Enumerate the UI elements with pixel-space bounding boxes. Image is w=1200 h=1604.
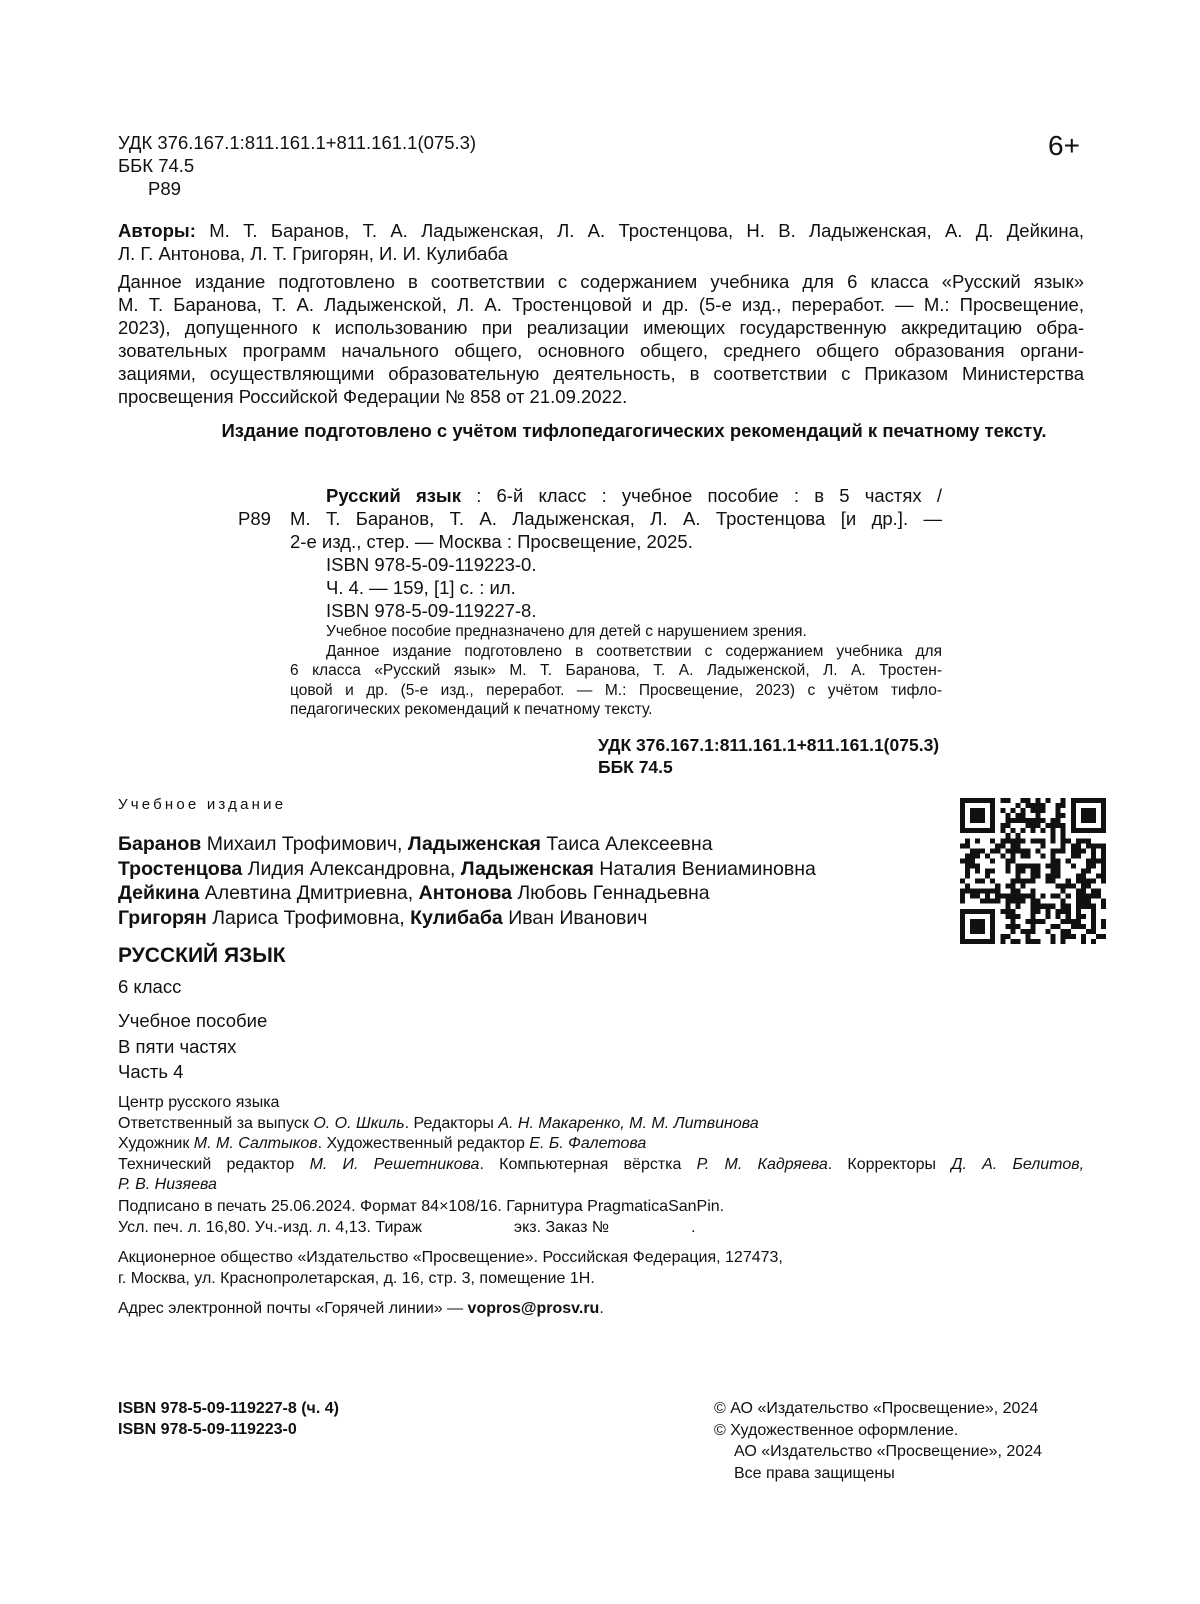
catalog-isbn2: ISBN 978-5-09-119227-8. xyxy=(326,600,537,621)
catalog-line3: 2-е изд., стер. — Москва : Просвещение, 2025. xyxy=(290,531,693,552)
catalog-line2: М. Т. Баранов, Т. А. Ладыженская, Л. А. Тростенцова [и др.]. — xyxy=(290,508,942,529)
book-kind xyxy=(118,1008,267,1085)
staff-person: Р. В. Низяева xyxy=(118,1176,217,1193)
staff-role: . Корректоры xyxy=(827,1155,952,1173)
catalog-desc-line: Учебное пособие предназначено для детей с нарушением зрения. xyxy=(326,623,807,640)
staff-person: Е. Б. Фалетова xyxy=(529,1135,647,1152)
print-order: экз. Заказ № xyxy=(513,1218,610,1236)
code-top: Р89 xyxy=(148,178,181,199)
catalog-card xyxy=(290,484,942,622)
staff-line xyxy=(118,1114,1084,1135)
publisher-line2: г. Москва, ул. Краснопролетарская, д. 16, стр. 3, помещение 1Н. xyxy=(118,1269,595,1287)
isbn-set: ISBN 978-5-09-119223-0 xyxy=(118,1420,297,1438)
staff-role: Ответственный за выпуск xyxy=(118,1114,314,1132)
person-surname: Баранов xyxy=(118,833,202,855)
person-surname: Антонова xyxy=(418,882,512,904)
intro-line: 2023), допущенного к использованию при реализации имеющих государственную аккредитацию обра- xyxy=(118,317,1084,338)
person-name: Любовь Геннадьевна xyxy=(511,882,710,904)
catalog-line1: : 6-й класс : учебное пособие : в 5 частях / xyxy=(461,485,942,506)
staff-person: Д. А. Белитов, xyxy=(951,1155,1085,1173)
edition-type: Учебное издание xyxy=(118,796,287,813)
person-surname: Кулибаба xyxy=(410,906,503,929)
intro-line: просвещения Российской Федерации № 858 от 21.09.2022. xyxy=(118,386,628,407)
catalog-classification xyxy=(598,735,939,778)
catalog-isbn1: ISBN 978-5-09-119223-0. xyxy=(326,554,537,575)
people-row xyxy=(118,832,816,857)
tiflo-notice: Издание подготовлено с учётом тифлопедагогических рекомендаций к печатному тексту. xyxy=(221,420,1047,441)
person-name: Лидия Александровна, xyxy=(242,857,461,880)
catalog-title: Русский язык xyxy=(326,485,461,506)
person-name: Алевтина Дмитриевна, xyxy=(199,882,419,904)
person-surname: Ладыженская xyxy=(460,857,594,880)
email-link[interactable]: vopros@prosv.ru xyxy=(467,1300,600,1317)
top-udk-block xyxy=(118,131,476,200)
person-name: Иван Иванович xyxy=(502,906,648,929)
staff-person: О. О. Шкиль xyxy=(313,1114,405,1132)
catalog-desc-line: педагогических рекомендаций к печатному тексту. xyxy=(290,701,653,718)
intro-line: М. Т. Баранова, Т. А. Ладыженской, Л. А. Тростенцовой и др. (5-е изд., переработ. — М.: Просвещение, xyxy=(118,294,1084,315)
people-row xyxy=(118,857,816,882)
hotline-email xyxy=(118,1299,604,1320)
email-label: Адрес электронной почты «Горячей линии» — xyxy=(118,1300,468,1317)
catalog-bbk: ББК 74.5 xyxy=(598,756,673,777)
catalog-part: Ч. 4. — 159, [1] с. : ил. xyxy=(326,577,516,598)
bbk-top: ББК 74.5 xyxy=(118,155,195,176)
catalog-desc-line: цовой и др. (5-е изд., переработ. — М.: Просвещение, 2023) с учётом тифло- xyxy=(290,681,942,699)
people-row xyxy=(118,881,816,906)
print-circulation: Усл. печ. л. 16,80. Уч.-изд. л. 4,13. Тираж xyxy=(118,1218,422,1236)
book-title: РУССКИЙ ЯЗЫК xyxy=(118,944,286,967)
staff-line xyxy=(118,1155,1084,1176)
publisher-line1: Акционерное общество «Издательство «Просвещение». Российская Федерация, 127473, xyxy=(118,1249,783,1266)
udk-top: УДК 376.167.1:811.161.1+811.161.1(075.3) xyxy=(118,132,477,153)
staff-person: М. М. Салтыков xyxy=(193,1135,318,1152)
person-surname: Григорян xyxy=(118,906,207,929)
intro-line: зовательных программ начального общего, основного общего, среднего общего образования органи- xyxy=(118,340,1084,361)
people-list xyxy=(118,832,816,930)
copyright-block xyxy=(714,1398,1042,1484)
email-dot: . xyxy=(599,1300,604,1317)
book-part: Часть 4 xyxy=(118,1061,184,1082)
person-surname: Ладыженская xyxy=(407,833,541,855)
copyright-line2: © Художественное оформление. xyxy=(714,1421,959,1439)
authors-block xyxy=(118,219,1084,265)
copyright-line4: Все права защищены xyxy=(734,1464,895,1482)
catalog-description xyxy=(290,622,942,720)
book-grade: 6 класс xyxy=(118,976,182,997)
staff-block xyxy=(118,1093,1084,1196)
authors-label: Авторы: xyxy=(118,220,196,241)
print-line1: Подписано в печать 25.06.2024. Формат 84×108/16. Гарнитура PragmaticaSanPin. xyxy=(118,1198,725,1215)
publisher-block xyxy=(118,1248,783,1289)
staff-person: М. И. Решетникова xyxy=(309,1155,480,1173)
people-row xyxy=(118,906,816,931)
staff-role: Технический редактор xyxy=(118,1155,310,1173)
isbn-bottom xyxy=(118,1399,339,1440)
staff-person: Р. М. Кадряева xyxy=(696,1155,828,1173)
intro-line: зациями, осуществляющими образовательную деятельность, в соответствии с Приказом Министерства xyxy=(118,363,1084,384)
staff-center: Центр русского языка xyxy=(118,1094,280,1111)
copyright-line1: © АО «Издательство «Просвещение», 2024 xyxy=(714,1400,1039,1417)
authors-line1: М. Т. Баранов, Т. А. Ладыженская, Л. А. Тростенцова, Н. В. Ладыженская, А. Д. Дейкина, xyxy=(209,220,1085,241)
qr-code xyxy=(960,798,1106,944)
person-name: Таиса Алексеевна xyxy=(540,833,713,855)
print-info xyxy=(118,1197,724,1238)
staff-role: . Художественный редактор xyxy=(317,1135,530,1152)
book-kind-label: Учебное пособие xyxy=(118,1010,268,1031)
catalog-udk: УДК 376.167.1:811.161.1+811.161.1(075.3) xyxy=(598,735,940,755)
person-name: Михаил Трофимович, xyxy=(201,833,408,855)
catalog-desc-line: Данное издание подготовлено в соответствии с содержанием учебника для xyxy=(326,642,942,660)
staff-line xyxy=(118,1134,1084,1155)
intro-line: Данное издание подготовлено в соответствии с содержанием учебника для 6 класса «Русский язык» xyxy=(118,271,1084,292)
person-surname: Тростенцова xyxy=(118,857,243,880)
authors-line2: Л. Г. Антонова, Л. Т. Григорян, И. И. Кулибаба xyxy=(118,243,508,264)
catalog-desc-line: 6 класса «Русский язык» М. Т. Баранова, Т. А. Ладыженской, Л. А. Тростен- xyxy=(290,662,942,679)
staff-person: А. Н. Макаренко, М. М. Литвинова xyxy=(498,1114,759,1132)
isbn-part4: ISBN 978-5-09-119227-8 (ч. 4) xyxy=(118,1400,339,1417)
staff-role: Художник xyxy=(118,1135,194,1152)
staff-role: . Редакторы xyxy=(404,1114,499,1132)
print-line2 xyxy=(118,1218,724,1239)
book-parts: В пяти частях xyxy=(118,1035,237,1057)
person-name: Лариса Трофимовна, xyxy=(206,906,411,929)
age-rating: 6+ xyxy=(1048,130,1080,161)
intro-paragraph xyxy=(118,270,1084,408)
person-name: Наталия Вениаминовна xyxy=(593,857,816,880)
person-surname: Дейкина xyxy=(118,882,200,904)
print-dot: . xyxy=(691,1218,696,1236)
catalog-code: Р89 xyxy=(238,508,271,529)
copyright-line3: АО «Издательство «Просвещение», 2024 xyxy=(734,1443,1043,1460)
staff-role: . Компьютерная вёрстка xyxy=(479,1155,697,1173)
